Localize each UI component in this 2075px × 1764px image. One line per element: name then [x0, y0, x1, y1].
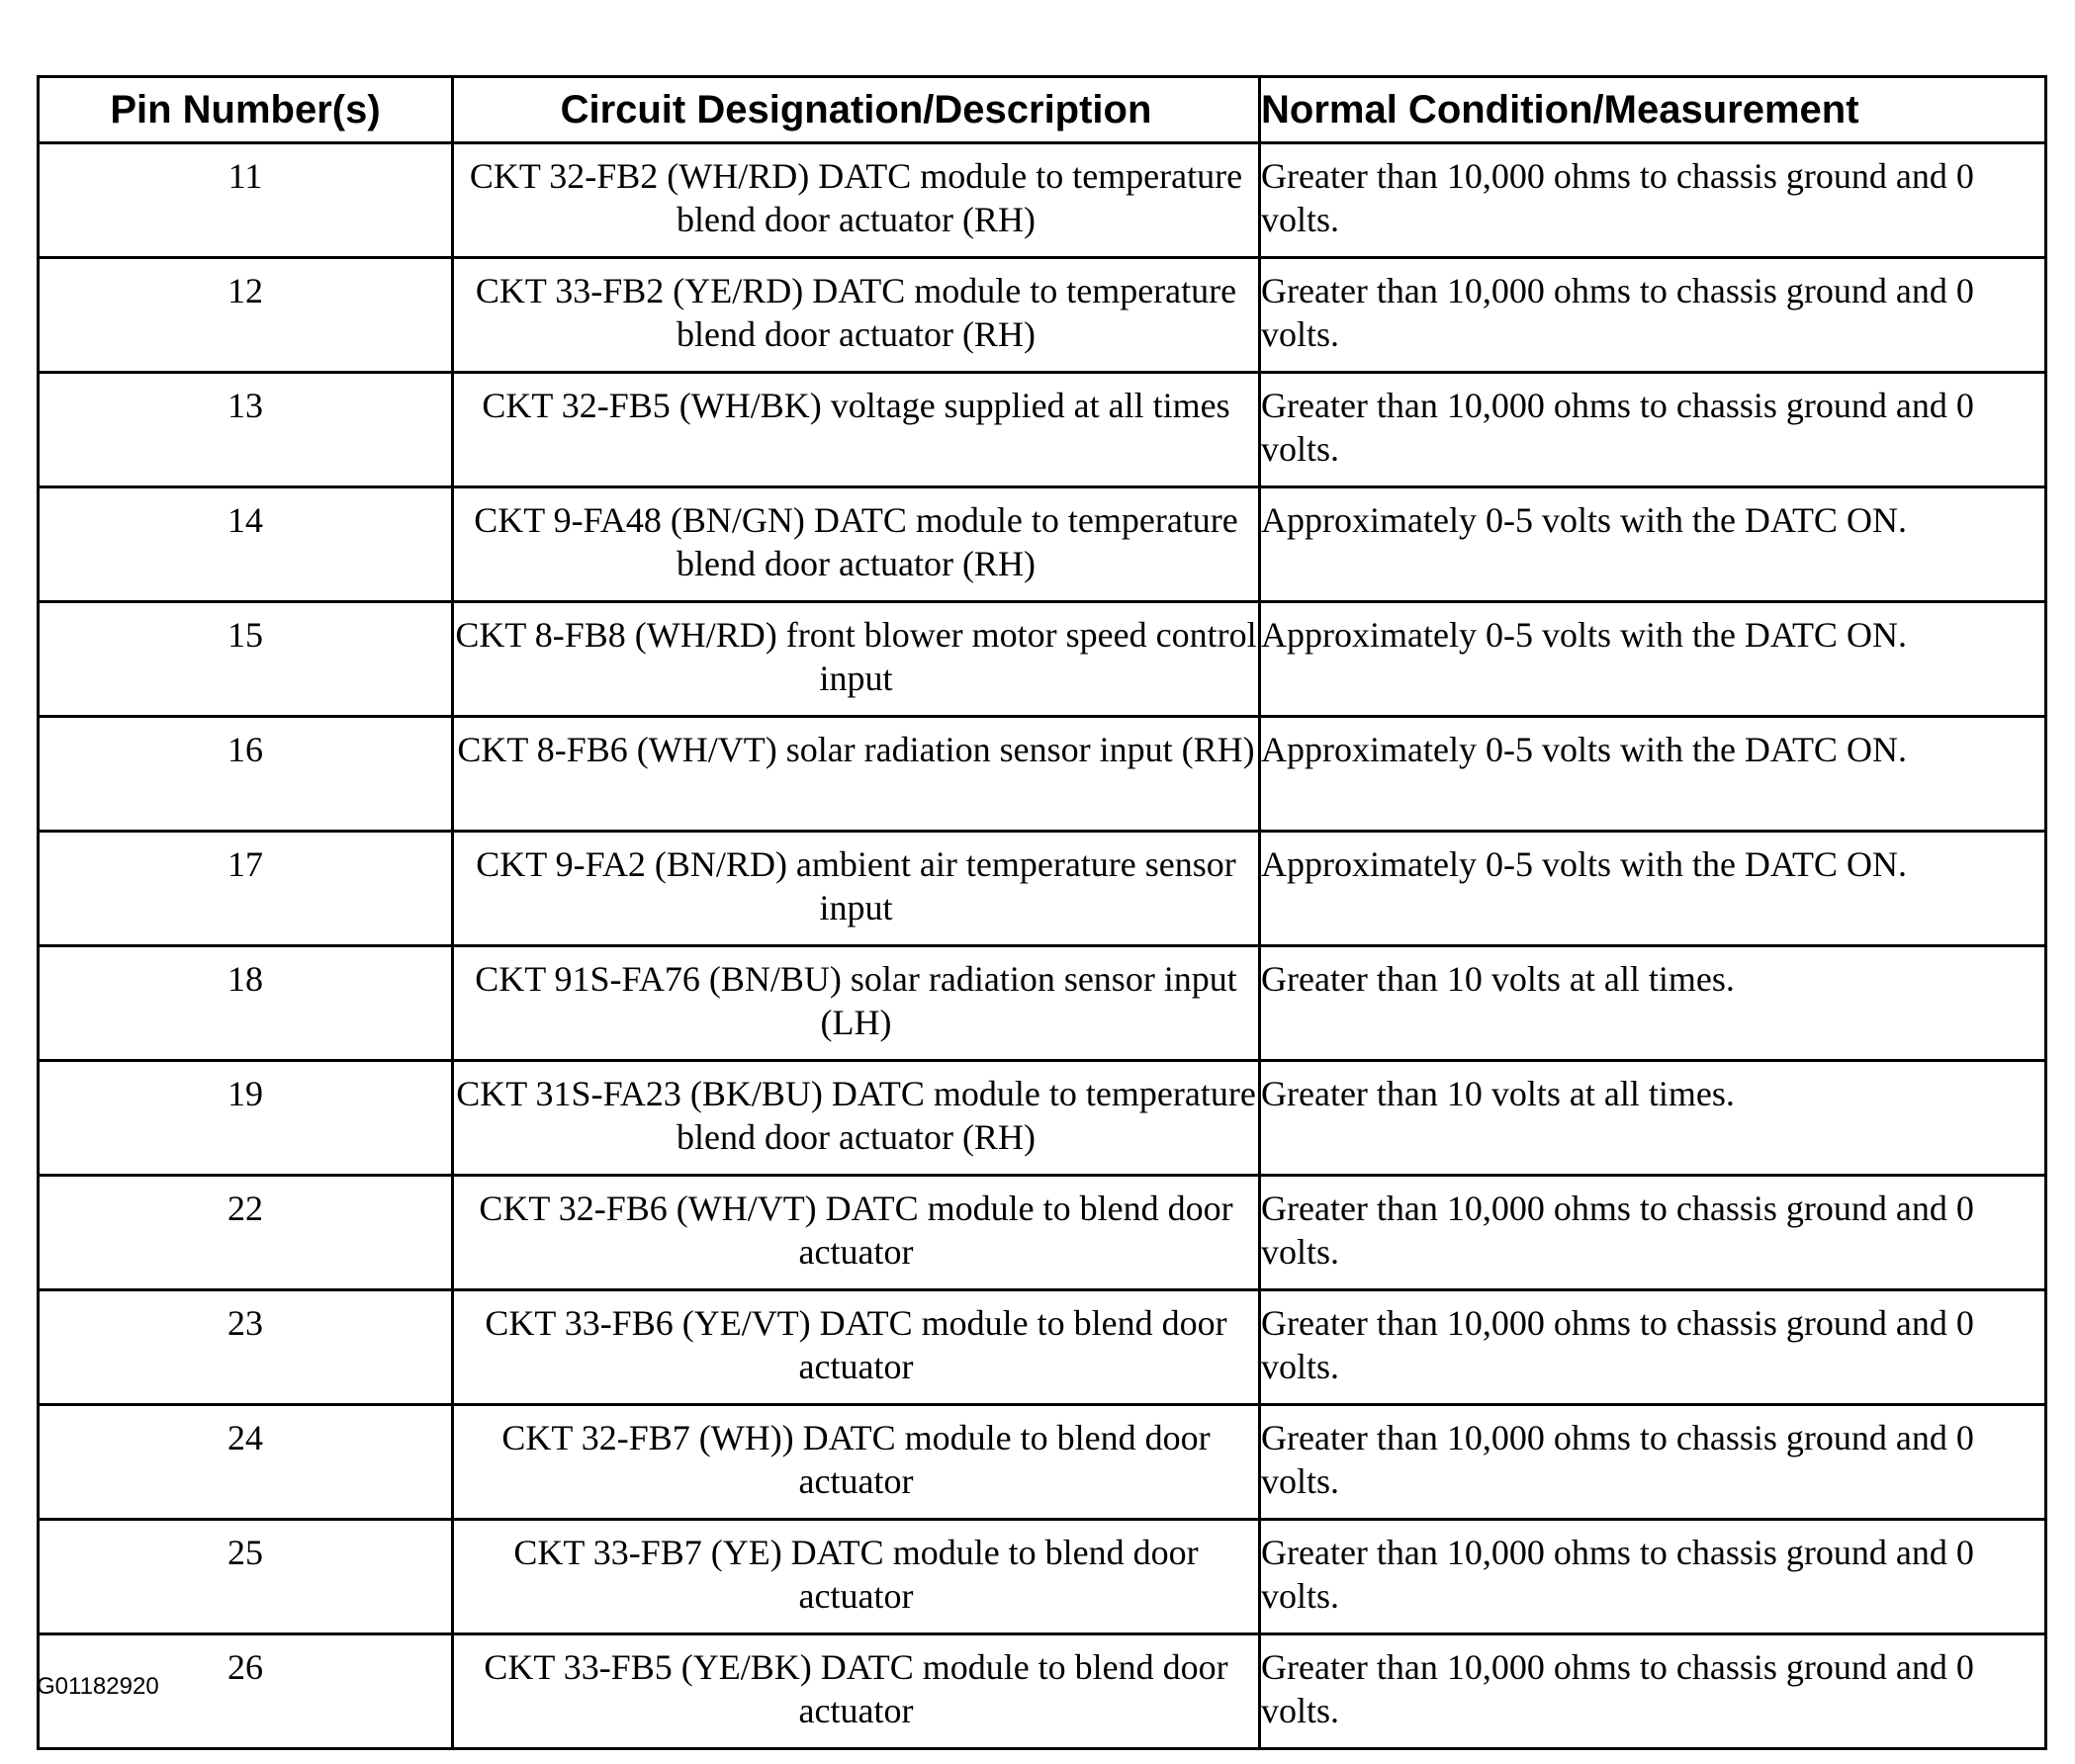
pin-number-cell: 19 — [39, 1061, 453, 1176]
pin-number-cell: 18 — [39, 946, 453, 1061]
header-normal-condition: Normal Condition/Measurement — [1260, 77, 2046, 143]
pin-number-cell: 15 — [39, 602, 453, 717]
pin-number-cell: 16 — [39, 717, 453, 832]
pin-number-cell: 14 — [39, 487, 453, 602]
table-row — [39, 1290, 2046, 1405]
header-pin-number: Pin Number(s) — [39, 77, 453, 143]
table-row — [39, 602, 2046, 717]
pin-number-cell: 12 — [39, 258, 453, 373]
normal-condition-cell: Greater than 10,000 ohms to chassis ground and 0 volts. — [1260, 143, 2046, 258]
circuit-description-cell: CKT 8-FB8 (WH/RD) front blower motor speed control input — [453, 602, 1260, 717]
table-row — [39, 1176, 2046, 1290]
normal-condition-cell: Greater than 10 volts at all times. — [1260, 946, 2046, 1061]
circuit-description-cell: CKT 8-FB6 (WH/VT) solar radiation sensor input (RH) — [453, 717, 1260, 832]
normal-condition-cell: Greater than 10,000 ohms to chassis ground and 0 volts. — [1260, 1634, 2046, 1749]
normal-condition-cell: Approximately 0-5 volts with the DATC ON. — [1260, 487, 2046, 602]
table-row — [39, 1634, 2046, 1749]
table-header-row — [39, 77, 2046, 143]
normal-condition-cell: Approximately 0-5 volts with the DATC ON. — [1260, 602, 2046, 717]
table-row — [39, 1520, 2046, 1634]
normal-condition-cell: Greater than 10,000 ohms to chassis ground and 0 volts. — [1260, 1290, 2046, 1405]
circuit-description-cell: CKT 9-FA48 (BN/GN) DATC module to temperature blend door actuator (RH) — [453, 487, 1260, 602]
pin-table-container — [37, 75, 2044, 1750]
table-row — [39, 143, 2046, 258]
normal-condition-cell: Greater than 10,000 ohms to chassis ground and 0 volts. — [1260, 258, 2046, 373]
table-row — [39, 373, 2046, 487]
pin-number-cell: 25 — [39, 1520, 453, 1634]
circuit-description-cell: CKT 32-FB5 (WH/BK) voltage supplied at all times — [453, 373, 1260, 487]
header-circuit-description: Circuit Designation/Description — [453, 77, 1260, 143]
pin-number-cell: 13 — [39, 373, 453, 487]
circuit-description-cell: CKT 33-FB2 (YE/RD) DATC module to temperature blend door actuator (RH) — [453, 258, 1260, 373]
pin-number-cell: 11 — [39, 143, 453, 258]
circuit-description-cell: CKT 31S-FA23 (BK/BU) DATC module to temperature blend door actuator (RH) — [453, 1061, 1260, 1176]
circuit-description-cell: CKT 32-FB2 (WH/RD) DATC module to temperature blend door actuator (RH) — [453, 143, 1260, 258]
circuit-description-cell: CKT 32-FB6 (WH/VT) DATC module to blend door actuator — [453, 1176, 1260, 1290]
circuit-description-cell: CKT 91S-FA76 (BN/BU) solar radiation sensor input (LH) — [453, 946, 1260, 1061]
pin-number-cell: 26 — [39, 1634, 453, 1749]
table-row — [39, 258, 2046, 373]
table-row — [39, 946, 2046, 1061]
circuit-description-cell: CKT 33-FB6 (YE/VT) DATC module to blend door actuator — [453, 1290, 1260, 1405]
table-row — [39, 717, 2046, 832]
circuit-description-cell: CKT 9-FA2 (BN/RD) ambient air temperature sensor input — [453, 832, 1260, 946]
circuit-description-cell: CKT 32-FB7 (WH)) DATC module to blend door actuator — [453, 1405, 1260, 1520]
pin-number-cell: 22 — [39, 1176, 453, 1290]
normal-condition-cell: Approximately 0-5 volts with the DATC ON. — [1260, 717, 2046, 832]
pin-number-cell: 24 — [39, 1405, 453, 1520]
table-row — [39, 1061, 2046, 1176]
normal-condition-cell: Greater than 10,000 ohms to chassis ground and 0 volts. — [1260, 1520, 2046, 1634]
normal-condition-cell: Greater than 10 volts at all times. — [1260, 1061, 2046, 1176]
normal-condition-cell: Approximately 0-5 volts with the DATC ON. — [1260, 832, 2046, 946]
table-row — [39, 832, 2046, 946]
normal-condition-cell: Greater than 10,000 ohms to chassis ground and 0 volts. — [1260, 1405, 2046, 1520]
pin-number-cell: 23 — [39, 1290, 453, 1405]
figure-id-label: G01182920 — [37, 1673, 159, 1700]
table-row — [39, 487, 2046, 602]
normal-condition-cell: Greater than 10,000 ohms to chassis ground and 0 volts. — [1260, 1176, 2046, 1290]
table-row — [39, 1405, 2046, 1520]
pin-number-cell: 17 — [39, 832, 453, 946]
circuit-description-cell: CKT 33-FB5 (YE/BK) DATC module to blend door actuator — [453, 1634, 1260, 1749]
pin-measurement-table — [37, 75, 2047, 1750]
normal-condition-cell: Greater than 10,000 ohms to chassis ground and 0 volts. — [1260, 373, 2046, 487]
circuit-description-cell: CKT 33-FB7 (YE) DATC module to blend door actuator — [453, 1520, 1260, 1634]
